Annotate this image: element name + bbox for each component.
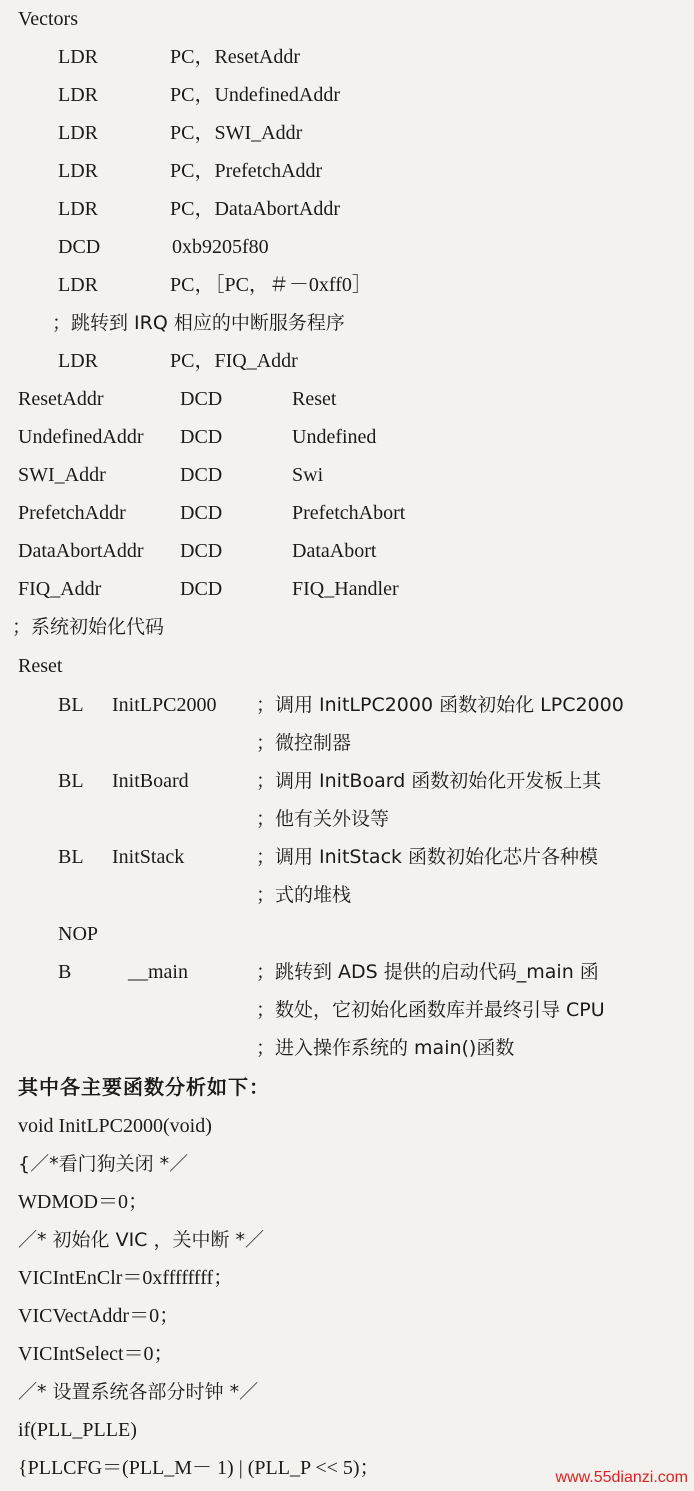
operand: PC，［PC，＃－0xff0］ [170, 274, 372, 296]
code-text: ／* 设置系统各部分时钟 *／ [18, 1381, 259, 1403]
addr-target: Reset [292, 388, 337, 410]
opcode: BL [58, 846, 84, 868]
opcode: LDR [58, 160, 98, 182]
operand: __main [128, 961, 188, 983]
opcode: DCD [180, 426, 223, 448]
comment-text: ；数处，它初始化函数库并最终引导 CPU [256, 999, 605, 1021]
addr-target: Undefined [292, 426, 377, 448]
addr-label: SWI_Addr [18, 464, 106, 486]
opcode: LDR [58, 198, 98, 220]
opcode: NOP [58, 923, 99, 945]
operand: PC，PrefetchAddr [170, 160, 323, 182]
addr-target: FIQ_Handler [292, 578, 399, 600]
addr-target: DataAbort [292, 540, 377, 562]
addr-target: PrefetchAbort [292, 502, 406, 524]
addr-label: UndefinedAddr [18, 426, 144, 448]
heading-text: 其中各主要函数分析如下： [18, 1075, 270, 1099]
operand: InitLPC2000 [112, 694, 217, 716]
addr-label: ResetAddr [18, 388, 104, 410]
operand: PC，UndefinedAddr [170, 84, 340, 106]
operand: InitBoard [112, 770, 189, 792]
comment-text: ；跳转到 IRQ 相应的中断服务程序 [52, 312, 345, 334]
opcode: DCD [180, 540, 223, 562]
code-text: if(PLL_PLLE) [18, 1419, 137, 1441]
opcode: B [58, 961, 72, 983]
label-text: Vectors [18, 8, 78, 30]
code-text: WDMOD＝0； [18, 1191, 148, 1213]
addr-label: FIQ_Addr [18, 578, 102, 600]
opcode: DCD [180, 388, 223, 410]
operand: 0xb9205f80 [172, 236, 269, 258]
opcode: BL [58, 770, 84, 792]
opcode: LDR [58, 122, 98, 144]
opcode: LDR [58, 46, 98, 68]
opcode: DCD [180, 464, 223, 486]
operand: PC，ResetAddr [170, 46, 300, 68]
operand: PC，DataAbortAddr [170, 198, 340, 220]
comment-text: ；系统初始化代码 [12, 616, 165, 638]
label-text: Reset [18, 655, 63, 677]
comment-text: ；跳转到 ADS 提供的启动代码_main 函 [256, 961, 599, 983]
opcode: LDR [58, 350, 98, 372]
code-text: {／*看门狗关闭 *／ [18, 1153, 189, 1175]
operand: PC，SWI_Addr [170, 122, 303, 144]
operand: PC，FIQ_Addr [170, 350, 298, 372]
code-text: VICIntSelect＝0； [18, 1343, 174, 1365]
operand: InitStack [112, 846, 185, 868]
comment-text: ；式的堆栈 [256, 884, 352, 906]
opcode: LDR [58, 274, 98, 296]
opcode: DCD [180, 502, 223, 524]
comment-text: ；调用 InitStack 函数初始化芯片各种模 [256, 846, 599, 868]
comment-text: ；调用 InitBoard 函数初始化开发板上其 [256, 770, 602, 792]
opcode: LDR [58, 84, 98, 106]
comment-text: ；微控制器 [256, 732, 352, 754]
opcode: DCD [180, 578, 223, 600]
comment-text: ；他有关外设等 [256, 808, 390, 830]
comment-text: ；进入操作系统的 main()函数 [256, 1037, 515, 1059]
code-text: VICVectAddr＝0； [18, 1305, 180, 1327]
addr-label: PrefetchAddr [18, 502, 126, 524]
comment-text: ；调用 InitLPC2000 函数初始化 LPC2000 [256, 694, 624, 716]
watermark: www.55dianzi.com [555, 1469, 688, 1486]
opcode: BL [58, 694, 84, 716]
code-text: ／* 初始化 VIC ，关中断 *／ [18, 1229, 265, 1251]
code-text: VICIntEnClr＝0xffffffff； [18, 1267, 234, 1289]
addr-target: Swi [292, 464, 324, 486]
code-text: {PLLCFG＝(PLL_M－ 1) | (PLL_P << 5)； [18, 1457, 380, 1479]
code-text: void InitLPC2000(void) [18, 1115, 212, 1137]
addr-label: DataAbortAddr [18, 540, 144, 562]
opcode: DCD [58, 236, 101, 258]
